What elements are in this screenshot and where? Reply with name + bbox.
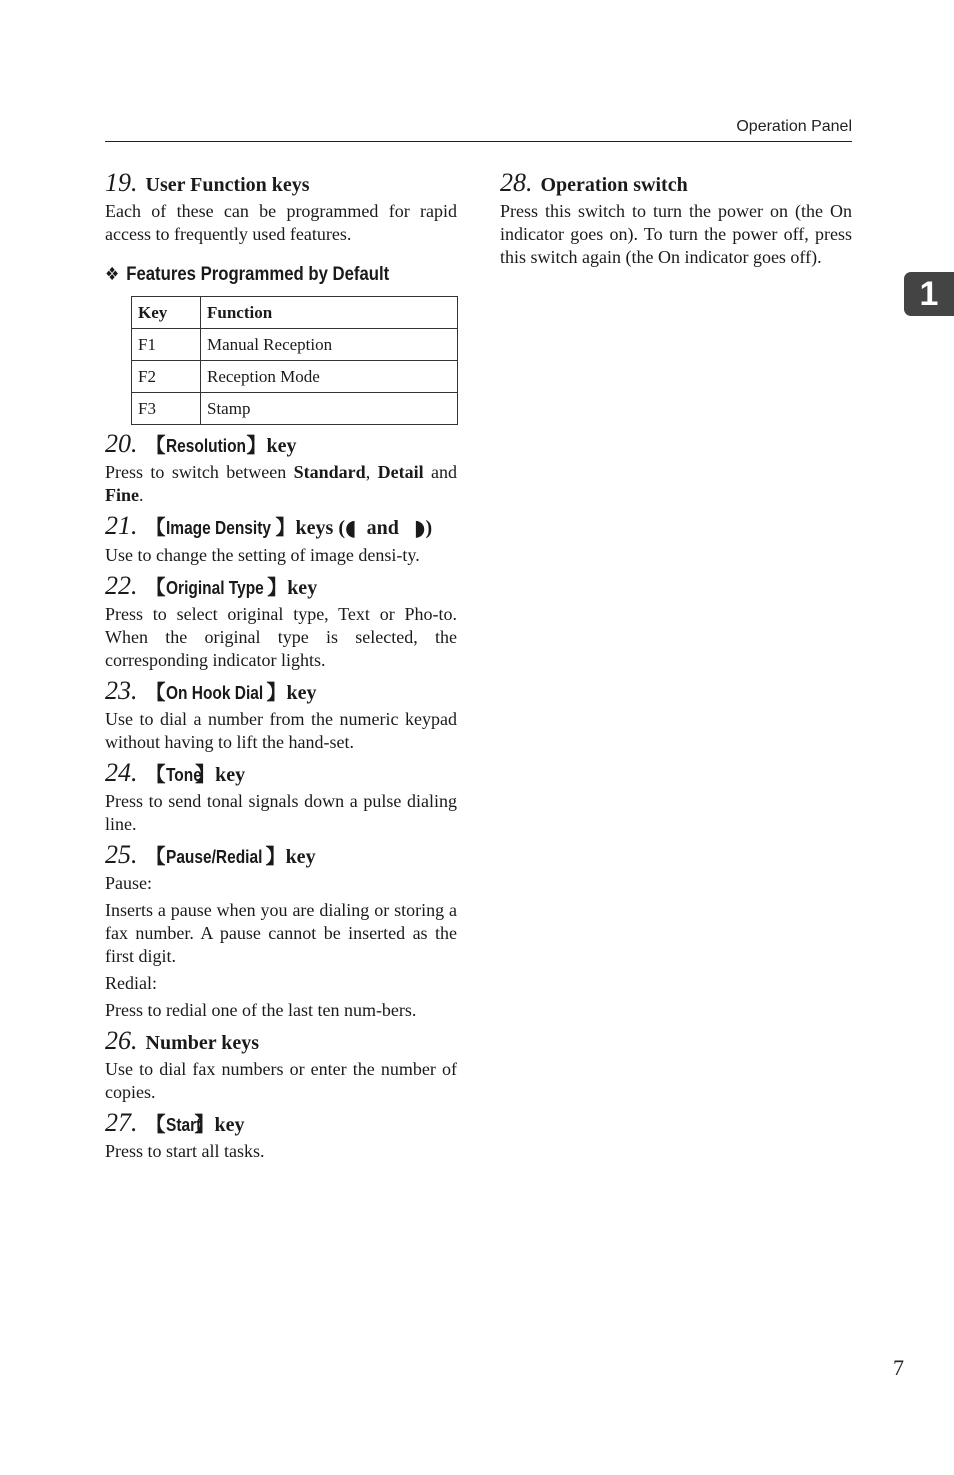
item-24 xyxy=(105,758,457,836)
table-cell: F1 xyxy=(132,329,201,361)
item-25-pause-body: Inserts a pause when you are dialing or storing a fax number. A pause cannot be inserted as the first digit. xyxy=(105,900,457,966)
item-19 xyxy=(105,168,457,246)
item-28 xyxy=(500,168,852,269)
item-25-redial-body: Press to redial one of the last ten num-bers. xyxy=(105,1000,417,1020)
item-20-body: Press to switch between Standard, Detail and Fine. xyxy=(105,462,458,505)
item-25-redial-label: Redial: xyxy=(105,973,157,993)
item-27-title: 27. 【Start】key xyxy=(105,1108,245,1137)
right-column xyxy=(500,168,852,269)
item-20-title: 20. 【Resolution】key xyxy=(105,429,297,458)
item-22-body: Press to select original type, Text or Pho-to. When the original type is selected, the corresponding indicator lights. xyxy=(105,604,457,670)
item-21-body: Use to change the setting of image densi-ty. xyxy=(105,545,420,565)
item-24-body: Press to send tonal signals down a pulse dialing line. xyxy=(105,791,457,834)
item-27-body: Press to start all tasks. xyxy=(105,1141,265,1161)
item-27 xyxy=(105,1108,457,1163)
page-number: 7 xyxy=(893,1355,904,1380)
left-column xyxy=(105,168,457,1163)
item-21 xyxy=(105,511,457,567)
chapter-tab[interactable]: 1 xyxy=(904,272,954,316)
table-header-row xyxy=(132,297,458,329)
item-25 xyxy=(105,840,457,1022)
table-header-cell: Function xyxy=(201,297,458,329)
features-heading: ❖ Features Programmed by Default xyxy=(105,264,390,285)
item-26-body: Use to dial fax numbers or enter the number of copies. xyxy=(105,1059,457,1102)
item-21-title: 21. 【Image Density 】keys (◖ and ◗) xyxy=(105,511,457,544)
item-25-pause-label: Pause: xyxy=(105,873,152,893)
item-28-body: Press this switch to turn the power on (the On indicator goes on). To turn the power off, press this switch again (the On indicator goes off). xyxy=(500,201,852,267)
crescent-dark-icon: ◗ xyxy=(413,516,426,541)
diamond-bullet-icon: ❖ xyxy=(105,264,120,284)
header-rule xyxy=(105,141,852,142)
table-cell: F2 xyxy=(132,361,201,393)
item-28-title: 28. Operation switch xyxy=(500,168,688,197)
item-22-title: 22. 【Original Type 】key xyxy=(105,571,318,600)
item-20 xyxy=(105,429,457,507)
item-26 xyxy=(105,1026,457,1104)
item-23 xyxy=(105,676,457,754)
table-cell: Reception Mode xyxy=(201,361,458,393)
item-24-title: 24. 【Tone】key xyxy=(105,758,246,787)
running-head: Operation Panel xyxy=(736,118,852,135)
table-cell: Stamp xyxy=(201,393,458,425)
table-row xyxy=(132,329,458,361)
table-cell: Manual Reception xyxy=(201,329,458,361)
item-23-title: 23. 【On Hook Dial 】key xyxy=(105,676,317,705)
item-26-title: 26. Number keys xyxy=(105,1026,260,1055)
table-row xyxy=(132,393,458,425)
crescent-light-icon: ◖ xyxy=(345,516,357,541)
table-row xyxy=(132,361,458,393)
item-23-body: Use to dial a number from the numeric keypad without having to lift the hand-set. xyxy=(105,709,457,752)
item-19-title: 19. User Function keys xyxy=(105,168,310,197)
table-cell: F3 xyxy=(132,393,201,425)
item-25-title: 25. 【Pause/Redial 】key xyxy=(105,840,316,869)
item-22 xyxy=(105,571,457,672)
table-header-cell: Key xyxy=(132,297,201,329)
item-19-body: Each of these can be programmed for rapid access to frequently used features. xyxy=(105,201,457,244)
features-table xyxy=(131,296,458,425)
